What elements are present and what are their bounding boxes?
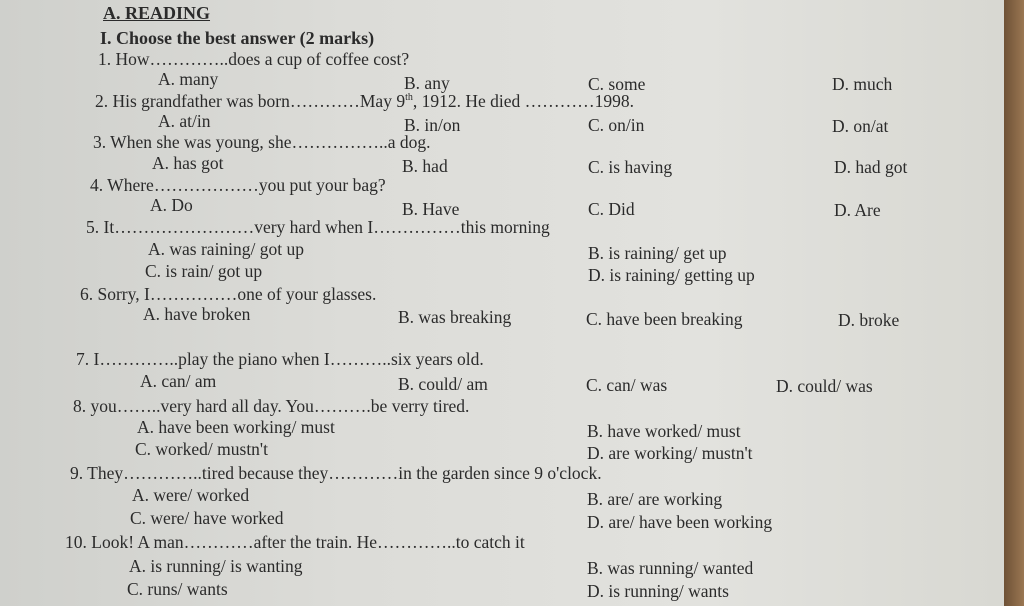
question-1-option-c: C. some xyxy=(588,74,646,94)
desk-edge xyxy=(1004,0,1024,606)
question-2-option-d: D. on/at xyxy=(832,116,889,136)
question-2-option-c: C. on/in xyxy=(588,115,645,135)
question-6-option-c: C. have been breaking xyxy=(586,309,743,329)
question-2-stem-superscript: th xyxy=(405,92,413,104)
question-6-option-b: B. was breaking xyxy=(398,307,512,327)
question-2-stem-end: , 1912. He died …………1998. xyxy=(412,91,635,111)
question-3-stem: 3. When she was young, she……………..a dog. xyxy=(93,132,431,152)
question-7-stem: 7. I…………..play the piano when I………..six years old. xyxy=(76,349,484,369)
question-8-option-a: A. have been working/ must xyxy=(137,417,335,437)
question-8-option-d: D. are working/ mustn't xyxy=(587,443,753,463)
question-10-stem: 10. Look! A man…………after the train. He…………..to catch it xyxy=(65,532,525,552)
question-10-option-b: B. was running/ wanted xyxy=(587,558,754,578)
question-7-option-a: A. can/ am xyxy=(140,371,217,391)
question-2-option-b: B. in/on xyxy=(404,115,461,135)
question-1-option-b: B. any xyxy=(404,73,450,93)
question-5-option-b: B. is raining/ get up xyxy=(588,243,727,263)
question-1-option-d: D. much xyxy=(832,74,893,94)
question-3-option-d: D. had got xyxy=(834,157,908,177)
question-9-option-c: C. were/ have worked xyxy=(130,508,284,528)
part-title: I. Choose the best answer (2 marks) xyxy=(100,28,375,48)
question-7-option-b: B. could/ am xyxy=(398,374,488,394)
question-9-option-a: A. were/ worked xyxy=(132,485,250,505)
section-title: A. READING xyxy=(103,3,211,23)
question-2-stem xyxy=(95,91,634,111)
question-8-option-b: B. have worked/ must xyxy=(587,421,741,441)
question-3-option-c: C. is having xyxy=(588,157,673,177)
question-7-option-d: D. could/ was xyxy=(776,376,873,396)
question-10-option-d: D. is running/ wants xyxy=(587,581,729,601)
question-10-option-a: A. is running/ is wanting xyxy=(129,556,303,576)
question-7-option-c: C. can/ was xyxy=(586,375,668,395)
question-9-option-d: D. are/ have been working xyxy=(587,512,773,532)
question-2-option-a: A. at/in xyxy=(158,111,211,131)
question-4-stem: 4. Where………………you put your bag? xyxy=(90,175,386,195)
question-9-stem: 9. They…………..tired because they…………in the garden since 9 o'clock. xyxy=(70,463,602,483)
question-6-option-d: D. broke xyxy=(838,310,900,330)
question-4-option-a: A. Do xyxy=(150,195,193,215)
question-3-option-b: B. had xyxy=(402,156,448,176)
question-8-option-c: C. worked/ mustn't xyxy=(135,439,268,459)
question-4-option-c: C. Did xyxy=(588,199,635,219)
question-6-stem: 6. Sorry, I……………one of your glasses. xyxy=(80,284,377,304)
question-10-option-c: C. runs/ wants xyxy=(127,579,228,599)
question-4-option-b: B. Have xyxy=(402,199,460,219)
question-1-option-a: A. many xyxy=(158,69,219,89)
question-6-option-a: A. have broken xyxy=(143,304,251,324)
question-5-option-a: A. was raining/ got up xyxy=(148,239,305,259)
question-4-option-d: D. Are xyxy=(834,200,881,220)
question-9-option-b: B. are/ are working xyxy=(587,489,723,509)
question-1-stem: 1. How…………..does a cup of coffee cost? xyxy=(98,49,410,69)
question-3-option-a: A. has got xyxy=(152,153,224,173)
question-5-option-c: C. is rain/ got up xyxy=(145,261,263,281)
question-2-stem-start: 2. His grandfather was born…………May 9 xyxy=(95,91,406,111)
question-5-stem: 5. It……………………very hard when I……………this morning xyxy=(86,217,550,237)
question-5-option-d: D. is raining/ getting up xyxy=(588,265,755,285)
question-8-stem: 8. you……..very hard all day. You……….be verry tired. xyxy=(73,396,470,416)
